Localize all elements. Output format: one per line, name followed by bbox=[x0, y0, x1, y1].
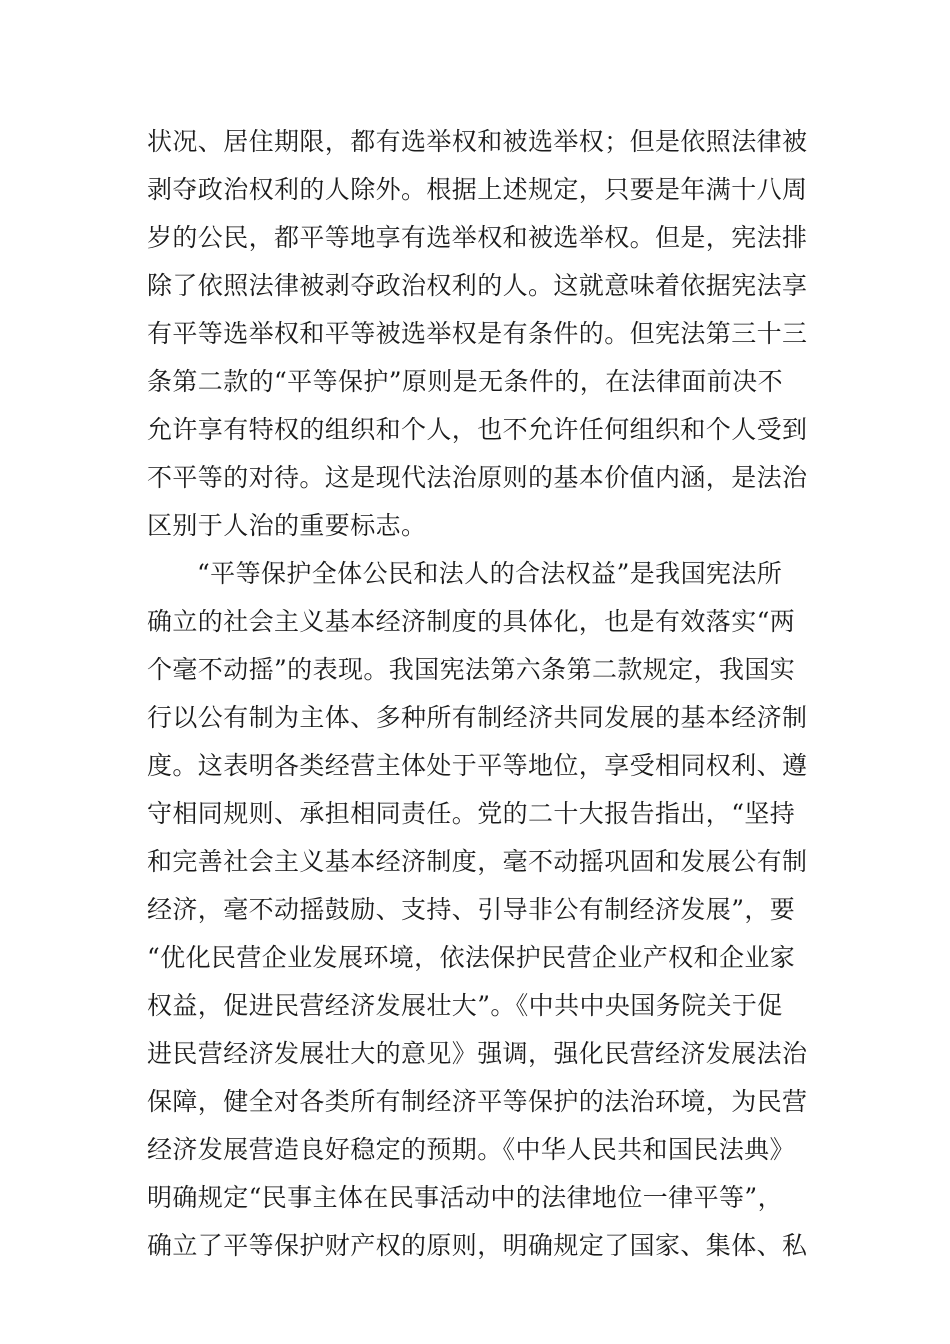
text-line: 条第二款的“平等保护”原则是无条件的，在法律面前决不 bbox=[147, 367, 783, 396]
text-line: 有平等选举权和平等被选举权是有条件的。但宪法第三十三 bbox=[147, 319, 808, 348]
text-line: 允许享有特权的组织和个人，也不允许任何组织和个人受到 bbox=[147, 415, 808, 444]
text-line: 守相同规则、承担相同责任。党的二十大报告指出，“坚持 bbox=[147, 799, 796, 828]
text-line: 明确规定“民事主体在民事活动中的法律地位一律平等”， bbox=[147, 1183, 783, 1212]
text-line: 经济发展营造良好稳定的预期。《中华人民共和国民法典》 bbox=[147, 1135, 795, 1164]
text-line: “优化民营企业发展环境，依法保护民营企业产权和企业家 bbox=[147, 943, 796, 972]
text-line: 确立的社会主义基本经济制度的具体化，也是有效落实“两 bbox=[147, 607, 796, 636]
text-line: 进民营经济发展壮大的意见》强调，强化民营经济发展法治 bbox=[147, 1039, 808, 1068]
body-text bbox=[147, 118, 817, 1270]
paragraph-start-line: “平等保护全体公民和法人的合法权益”是我国宪法所 bbox=[197, 559, 783, 588]
text-line: 行以公有制为主体、多种所有制经济共同发展的基本经济制 bbox=[147, 703, 808, 732]
text-line: 度。这表明各类经营主体处于平等地位，享受相同权利、遵 bbox=[147, 751, 808, 780]
text-line: 除了依照法律被剥夺政治权利的人。这就意味着依据宪法享 bbox=[147, 271, 808, 300]
text-line: 个毫不动摇”的表现。我国宪法第六条第二款规定，我国实 bbox=[147, 655, 796, 684]
text-line: 经济，毫不动摇鼓励、支持、引导非公有制经济发展”，要 bbox=[147, 895, 796, 924]
text-line: 状况、居住期限，都有选举权和被选举权；但是依照法律被 bbox=[147, 127, 808, 156]
text-line: 确立了平等保护财产权的原则，明确规定了国家、集体、私 bbox=[147, 1231, 808, 1260]
text-line: 区别于人治的重要标志。 bbox=[147, 511, 427, 540]
text-line: 权益，促进民营经济发展壮大”。《中共中央国务院关于促 bbox=[147, 991, 783, 1020]
text-line: 和完善社会主义基本经济制度，毫不动摇巩固和发展公有制 bbox=[147, 847, 808, 876]
text-line: 保障，健全对各类所有制经济平等保护的法治环境，为民营 bbox=[147, 1087, 808, 1116]
text-line: 岁的公民，都平等地享有选举权和被选举权。但是，宪法排 bbox=[147, 223, 808, 252]
text-line: 剥夺政治权利的人除外。根据上述规定，只要是年满十八周 bbox=[147, 175, 808, 204]
text-line: 不平等的对待。这是现代法治原则的基本价值内涵，是法治 bbox=[147, 463, 808, 492]
